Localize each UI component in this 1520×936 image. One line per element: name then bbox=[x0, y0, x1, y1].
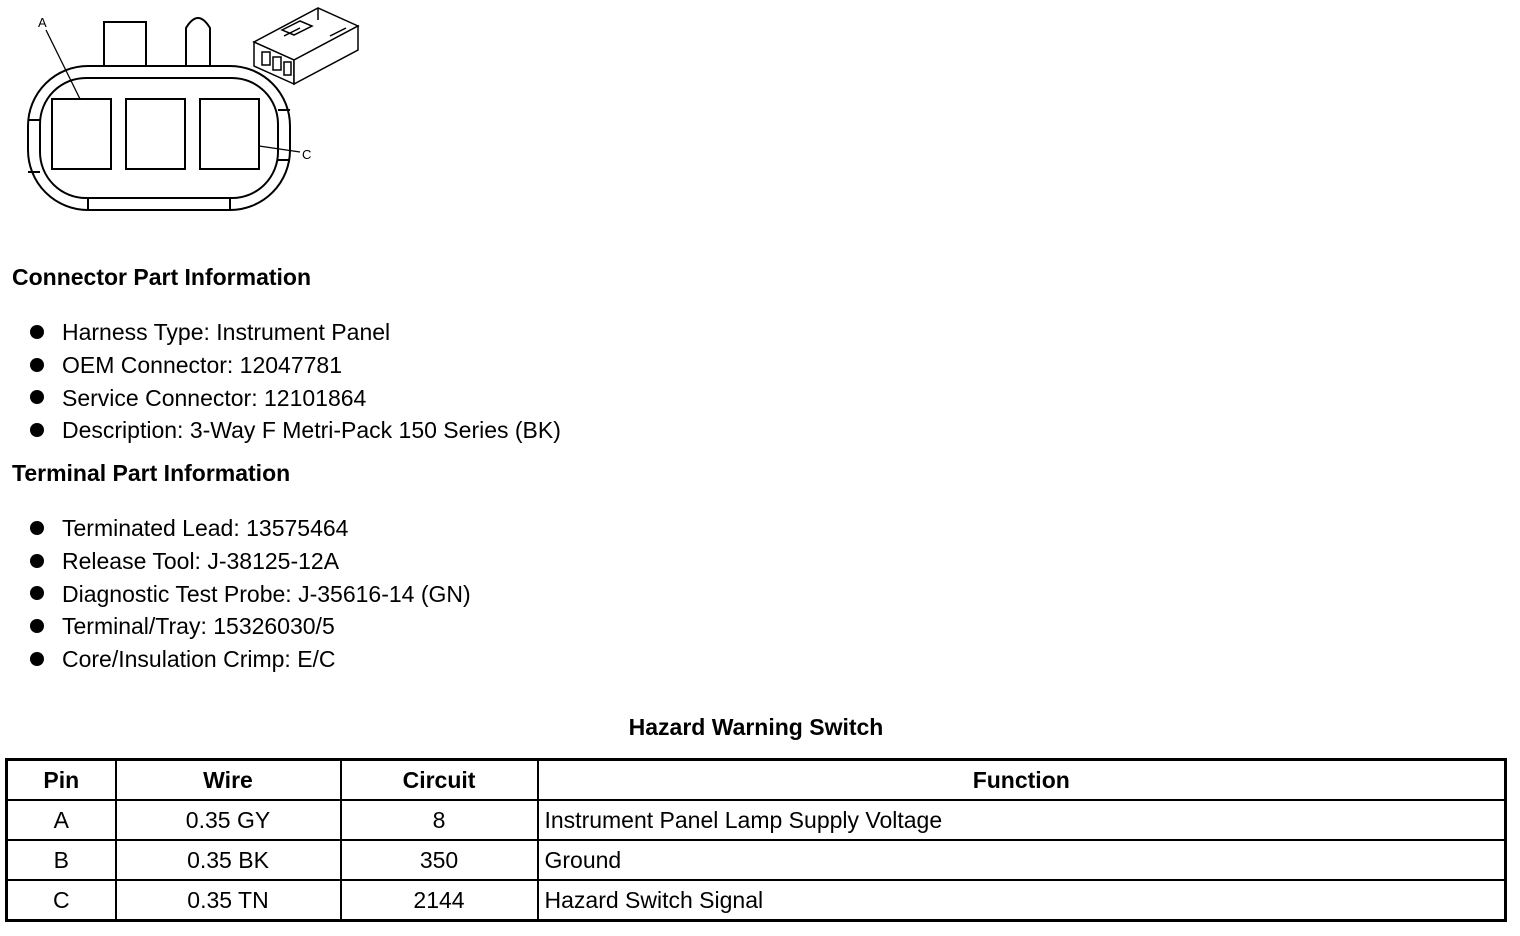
cell-circuit: 2144 bbox=[341, 880, 538, 921]
connector-part-info-list bbox=[30, 316, 561, 447]
column-header-wire: Wire bbox=[116, 760, 341, 801]
list-item: Service Connector: 12101864 bbox=[30, 382, 561, 415]
pin-table bbox=[5, 758, 1507, 922]
bullet-icon bbox=[30, 619, 44, 633]
cell-function: Ground bbox=[538, 840, 1506, 880]
cell-wire: 0.35 BK bbox=[116, 840, 341, 880]
bullet-icon bbox=[30, 423, 44, 437]
terminal-part-info-list bbox=[30, 512, 471, 676]
column-header-circuit: Circuit bbox=[341, 760, 538, 801]
connector-outer-shell bbox=[28, 66, 290, 210]
table-row bbox=[7, 880, 1506, 921]
connector-latch-tab bbox=[104, 22, 146, 70]
bullet-icon bbox=[30, 652, 44, 666]
bullet-icon bbox=[30, 586, 44, 600]
list-item: OEM Connector: 12047781 bbox=[30, 349, 561, 382]
cell-pin: B bbox=[7, 840, 116, 880]
pin-label-c: C bbox=[302, 147, 312, 162]
cell-function: Instrument Panel Lamp Supply Voltage bbox=[538, 800, 1506, 840]
cell-function: Hazard Switch Signal bbox=[538, 880, 1506, 921]
table-title: Hazard Warning Switch bbox=[628, 714, 884, 740]
cell-wire: 0.35 TN bbox=[116, 880, 341, 921]
column-header-pin: Pin bbox=[7, 760, 116, 801]
table-row bbox=[7, 840, 1506, 880]
bullet-icon bbox=[30, 325, 44, 339]
list-item: Terminal/Tray: 15326030/5 bbox=[30, 610, 471, 643]
cell-pin: A bbox=[7, 800, 116, 840]
list-item: Release Tool: J-38125-12A bbox=[30, 545, 471, 578]
cell-pin: C bbox=[7, 880, 116, 921]
connector-isometric-icon bbox=[254, 8, 358, 84]
table-row bbox=[7, 800, 1506, 840]
list-item: Diagnostic Test Probe: J-35616-14 (GN) bbox=[30, 578, 471, 611]
cell-wire: 0.35 GY bbox=[116, 800, 341, 840]
list-item: Description: 3-Way F Metri-Pack 150 Series (BK) bbox=[30, 414, 561, 447]
list-item: Terminated Lead: 13575464 bbox=[30, 512, 471, 545]
bullet-icon bbox=[30, 390, 44, 404]
bullet-icon bbox=[30, 358, 44, 372]
terminal-part-info-heading: Terminal Part Information bbox=[12, 460, 291, 486]
pin-label-a: A bbox=[38, 15, 47, 30]
cell-circuit: 8 bbox=[341, 800, 538, 840]
list-item: Core/Insulation Crimp: E/C bbox=[30, 643, 471, 676]
cell-circuit: 350 bbox=[341, 840, 538, 880]
bullet-icon bbox=[30, 521, 44, 535]
connector-face-diagram bbox=[0, 0, 380, 225]
list-item: Harness Type: Instrument Panel bbox=[30, 316, 561, 349]
table-header-row bbox=[7, 760, 1506, 801]
bullet-icon bbox=[30, 554, 44, 568]
column-header-function: Function bbox=[538, 760, 1506, 801]
connector-part-info-heading: Connector Part Information bbox=[12, 264, 312, 290]
